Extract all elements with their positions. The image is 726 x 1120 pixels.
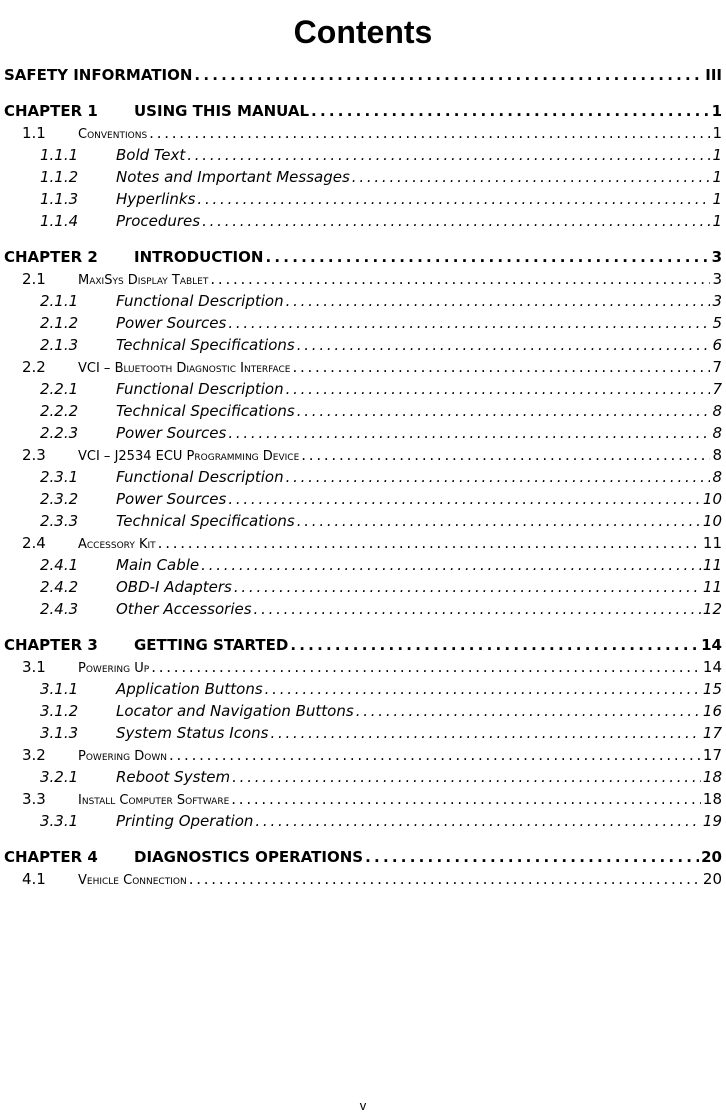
toc-entry-label: Install Computer Software	[78, 793, 230, 808]
toc-entry-number: 3.1.1	[40, 680, 79, 698]
toc-entry-label: Conventions	[78, 127, 148, 142]
toc-entry-page: 20	[702, 870, 722, 888]
toc-subsection-entry[interactable]	[4, 554, 722, 576]
toc-entry-page: 3	[712, 292, 722, 310]
toc-section-entry[interactable]	[4, 268, 722, 290]
toc-subsection-entry[interactable]	[4, 678, 722, 700]
toc-entry-number: CHAPTER 1	[4, 102, 98, 120]
toc-entry-number: 2.4.1	[40, 556, 79, 574]
toc-entry-number: 2.3.1	[40, 468, 79, 486]
toc-entry-label: Technical Specifications	[116, 336, 295, 354]
toc-leader-dots	[255, 810, 701, 832]
toc-chapter-entry[interactable]	[4, 100, 722, 122]
toc-entry-number: 1.1.3	[40, 190, 79, 208]
toc-entry-number: CHAPTER 2	[4, 248, 98, 266]
toc-entry-label: Application Buttons	[116, 680, 263, 698]
toc-subsection-entry[interactable]	[4, 488, 722, 510]
toc-entry-page: 3	[711, 248, 722, 266]
toc-entry-number: 3.1	[22, 658, 46, 676]
toc-leader-dots	[234, 576, 701, 598]
toc-leader-dots	[151, 656, 701, 678]
toc-leader-dots	[297, 400, 711, 422]
toc-entry-page: 14	[701, 636, 722, 654]
toc-chapter-entry[interactable]	[4, 246, 722, 268]
toc-leader-dots	[201, 554, 701, 576]
toc-entry-number: 3.3	[22, 790, 46, 808]
toc-entry-page: 8	[712, 446, 722, 464]
toc-leader-dots	[228, 488, 701, 510]
toc-entry-label: Printing Operation	[116, 812, 254, 830]
toc-section-entry[interactable]	[4, 356, 722, 378]
toc-subsection-entry[interactable]	[4, 700, 722, 722]
toc-entry-number: 4.1	[22, 870, 46, 888]
toc-entry-number: 2.1.1	[40, 292, 79, 310]
toc-entry-label: Bold Text	[116, 146, 186, 164]
toc-entry-label: DIAGNOSTICS OPERATIONS	[134, 848, 364, 866]
toc-leader-dots	[231, 788, 701, 810]
toc-entry-page: 17	[702, 724, 722, 742]
toc-entry-page: 14	[702, 658, 722, 676]
toc-entry-label: Power Sources	[116, 490, 227, 508]
toc-entry-page: 10	[702, 512, 722, 530]
toc-entry-label: VCI – Bluetooth Diagnostic Interface	[78, 361, 291, 376]
toc-subsection-entry[interactable]	[4, 510, 722, 532]
toc-subsection-entry[interactable]	[4, 144, 722, 166]
toc-subsection-entry[interactable]	[4, 422, 722, 444]
page-title: Contents	[293, 14, 433, 50]
toc-chapter-entry[interactable]	[4, 634, 722, 656]
toc-entry-label: System Status Icons	[116, 724, 269, 742]
toc-subsection-entry[interactable]	[4, 400, 722, 422]
toc-entry-number: 2.3.3	[40, 512, 79, 530]
toc-leader-dots	[365, 846, 699, 868]
toc-leader-dots	[297, 334, 711, 356]
toc-entry-number: 3.2.1	[40, 768, 79, 786]
toc-entry-number: 1.1	[22, 124, 46, 142]
toc-subsection-entry[interactable]	[4, 290, 722, 312]
toc-entry-label: GETTING STARTED	[134, 636, 289, 654]
toc-entry-page: 1	[712, 146, 722, 164]
toc-entry-page: 1	[712, 190, 722, 208]
toc-leader-dots	[270, 722, 700, 744]
toc-entry-label: Power Sources	[116, 424, 227, 442]
toc-leader-dots	[265, 678, 701, 700]
toc-subsection-entry[interactable]	[4, 312, 722, 334]
toc-entry-page: 10	[702, 490, 722, 508]
toc-entry-number: 2.1.2	[40, 314, 79, 332]
toc-entry-label: Vehicle Connection	[78, 873, 187, 888]
toc-entry-number: CHAPTER 3	[4, 636, 98, 654]
toc-entry-number: 2.3	[22, 446, 46, 464]
toc-entry-page: 7	[712, 358, 722, 376]
toc-entry-page: 8	[712, 468, 722, 486]
toc-entry-number: 2.1	[22, 270, 46, 288]
toc-entry-number: 2.4.3	[40, 600, 79, 618]
toc-entry-page: 20	[701, 848, 722, 866]
toc-entry-page: 3	[712, 270, 722, 288]
toc-entry-label: Technical Specifications	[116, 402, 295, 420]
toc-entry-label: Power Sources	[116, 314, 227, 332]
toc-chapter-entry[interactable]	[4, 64, 722, 86]
toc-subsection-entry[interactable]	[4, 378, 722, 400]
toc-entry-label: INTRODUCTION	[134, 248, 264, 266]
toc-chapter-entry[interactable]	[4, 846, 722, 868]
toc-entry-label: Locator and Navigation Buttons	[116, 702, 354, 720]
toc-leader-dots	[311, 100, 710, 122]
toc-leader-dots	[149, 122, 710, 144]
toc-entry-page: 11	[702, 534, 722, 552]
toc-entry-label: Powering Up	[78, 661, 150, 676]
toc-entry-number: 2.3.2	[40, 490, 79, 508]
toc-entry-number: 2.4	[22, 534, 46, 552]
toc-leader-dots	[301, 444, 710, 466]
toc-entry-page: 19	[702, 812, 722, 830]
toc-leader-dots	[292, 356, 710, 378]
toc-section-entry[interactable]	[4, 122, 722, 144]
toc-leader-dots	[290, 634, 699, 656]
toc-entry-page: 17	[702, 746, 722, 764]
toc-subsection-entry[interactable]	[4, 576, 722, 598]
toc-leader-dots	[232, 766, 701, 788]
toc-entry-label: Functional Description	[116, 468, 284, 486]
toc-entry-label: Hyperlinks	[116, 190, 196, 208]
toc-leader-dots	[202, 210, 710, 232]
toc-subsection-entry[interactable]	[4, 810, 722, 832]
toc-entry-number: 1.1.4	[40, 212, 79, 230]
toc-entry-number: 2.4.2	[40, 578, 79, 596]
toc-subsection-entry[interactable]	[4, 166, 722, 188]
toc-leader-dots	[254, 598, 701, 620]
table-of-contents	[4, 64, 722, 890]
toc-leader-dots	[356, 700, 701, 722]
toc-entry-page: 5	[712, 314, 722, 332]
toc-entry-page: 12	[702, 600, 722, 618]
toc-entry-label: Functional Description	[116, 380, 284, 398]
toc-leader-dots	[286, 466, 711, 488]
toc-subsection-entry[interactable]	[4, 210, 722, 232]
page-number: v	[359, 1098, 367, 1113]
toc-subsection-entry[interactable]	[4, 466, 722, 488]
toc-entry-label: USING THIS MANUAL	[134, 102, 310, 120]
toc-entry-number: 2.2	[22, 358, 46, 376]
toc-section-entry[interactable]	[4, 656, 722, 678]
toc-subsection-entry[interactable]	[4, 766, 722, 788]
toc-subsection-entry[interactable]	[4, 334, 722, 356]
toc-entry-page: 8	[712, 402, 722, 420]
toc-entry-label: Other Accessories	[116, 600, 252, 618]
toc-entry-label: OBD-I Adapters	[116, 578, 232, 596]
toc-entry-page: 11	[702, 556, 722, 574]
toc-entry-page: 15	[702, 680, 722, 698]
toc-section-entry[interactable]	[4, 788, 722, 810]
toc-entry-number: 3.1.2	[40, 702, 79, 720]
toc-entry-number: 1.1.2	[40, 168, 79, 186]
toc-leader-dots	[169, 744, 701, 766]
toc-leader-dots	[228, 422, 710, 444]
toc-entry-number: 1.1.1	[40, 146, 79, 164]
toc-leader-dots	[297, 510, 701, 532]
toc-leader-dots	[189, 868, 701, 890]
toc-leader-dots	[210, 268, 710, 290]
toc-entry-page: 6	[712, 336, 722, 354]
toc-entry-page: 16	[702, 702, 722, 720]
toc-entry-page: 1	[712, 212, 722, 230]
toc-entry-label: Main Cable	[116, 556, 200, 574]
toc-entry-label: MaxiSys Display Tablet	[78, 273, 209, 288]
toc-section-entry[interactable]	[4, 744, 722, 766]
toc-entry-number: 2.2.2	[40, 402, 79, 420]
toc-leader-dots	[352, 166, 711, 188]
toc-entry-number: CHAPTER 4	[4, 848, 98, 866]
toc-section-entry[interactable]	[4, 532, 722, 554]
toc-leader-dots	[286, 378, 711, 400]
toc-entry-label: Accessory Kit	[78, 537, 156, 552]
toc-entry-label: SAFETY INFORMATION	[4, 66, 193, 84]
toc-leader-dots	[265, 246, 709, 268]
toc-entry-number: 2.2.3	[40, 424, 79, 442]
toc-subsection-entry[interactable]	[4, 722, 722, 744]
toc-entry-number: 2.1.3	[40, 336, 79, 354]
toc-entry-page: 18	[702, 790, 722, 808]
toc-entry-label: Functional Description	[116, 292, 284, 310]
toc-subsection-entry[interactable]	[4, 598, 722, 620]
toc-leader-dots	[286, 290, 711, 312]
toc-entry-page: III	[705, 66, 722, 84]
toc-entry-label: Reboot System	[116, 768, 231, 786]
toc-leader-dots	[228, 312, 710, 334]
toc-entry-label: Notes and Important Messages	[116, 168, 350, 186]
toc-entry-label: VCI – J2534 ECU Programming Device	[78, 449, 300, 464]
toc-leader-dots	[197, 188, 710, 210]
toc-leader-dots	[187, 144, 710, 166]
toc-entry-page: 1	[711, 102, 722, 120]
toc-entry-label: Powering Down	[78, 749, 167, 764]
toc-subsection-entry[interactable]	[4, 188, 722, 210]
toc-leader-dots	[158, 532, 701, 554]
toc-entry-number: 2.2.1	[40, 380, 79, 398]
toc-entry-page: 18	[702, 768, 722, 786]
toc-entry-label: Procedures	[116, 212, 201, 230]
toc-section-entry[interactable]	[4, 868, 722, 890]
toc-section-entry[interactable]	[4, 444, 722, 466]
toc-entry-number: 3.3.1	[40, 812, 79, 830]
toc-entry-label: Technical Specifications	[116, 512, 295, 530]
toc-entry-number: 3.1.3	[40, 724, 79, 742]
toc-entry-page: 11	[702, 578, 722, 596]
toc-entry-page: 8	[712, 424, 722, 442]
toc-entry-page: 7	[712, 380, 722, 398]
toc-entry-page: 1	[712, 168, 722, 186]
toc-leader-dots	[194, 64, 703, 86]
toc-entry-number: 3.2	[22, 746, 46, 764]
toc-entry-page: 1	[712, 124, 722, 142]
